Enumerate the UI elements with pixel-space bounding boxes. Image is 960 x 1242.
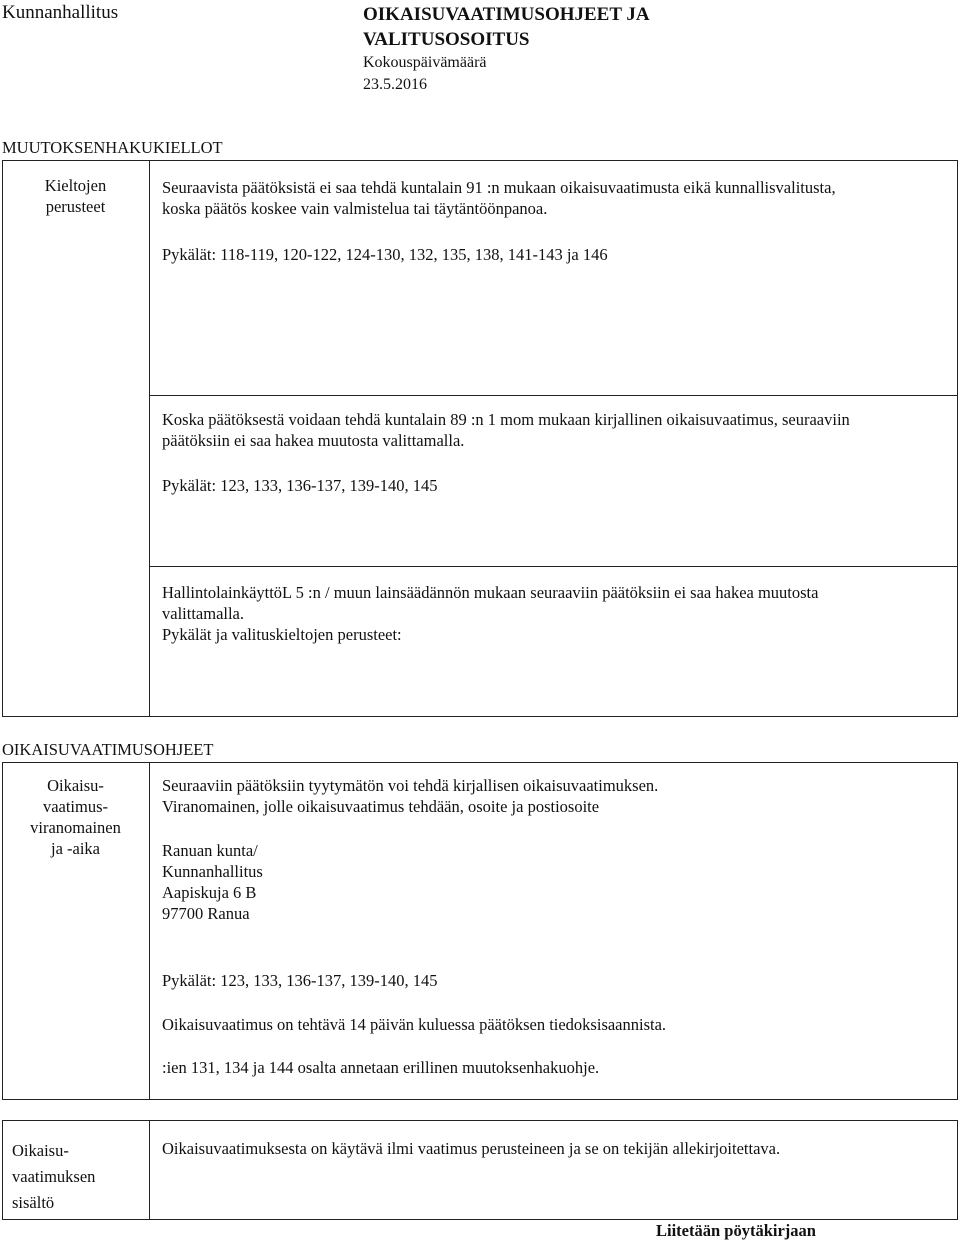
- prohibitions-column-divider: [149, 160, 150, 717]
- prohibition-block-rectification-line-1: Koska päätöksestä voidaan tehdä kuntalain 89 :n 1 mom mukaan kirjallinen oikaisuvaatimus, seuraaviin: [162, 410, 850, 429]
- authority-address-line-3: Aapiskuja 6 B: [162, 883, 257, 902]
- prohibitions-label-line-2: perusteet: [45, 197, 106, 216]
- document-title: [363, 2, 650, 52]
- contents-column-divider: [149, 1120, 150, 1220]
- authority-address-line-4: 97700 Ranua: [162, 904, 250, 923]
- prohibition-block-administrative-line-2: valittamalla.: [162, 604, 245, 623]
- document-title-line-2: VALITUSOSOITUS: [363, 29, 530, 50]
- rectification-intro-line-2: Viranomainen, jolle oikaisuvaatimus tehdään, osoite ja postiosoite: [162, 797, 600, 816]
- prohibition-block-administrative-line-1: HallintolainkäyttöL 5 :n / muun lainsäädännön mukaan seuraaviin päätöksiin ei saa hakea muutosta: [162, 583, 819, 602]
- organization-name: Kunnanhallitus: [2, 2, 119, 23]
- meeting-date-label: Kokouspäivämäärä: [363, 54, 487, 71]
- rectification-intro: [162, 775, 658, 817]
- contents-label-line-1: Oikaisu-: [12, 1141, 69, 1160]
- rectification-label-line-2: vaatimus-: [42, 797, 109, 816]
- rectification-label: [4, 775, 147, 859]
- authority-address-line-1: Ranuan kunta/: [162, 841, 258, 860]
- rectification-label-line-3: viranomainen: [30, 818, 121, 837]
- rectification-deadline: Oikaisuvaatimus on tehtävä 14 päivän kuluessa päätöksen tiedoksisaannista.: [162, 1015, 667, 1034]
- contents-label: [12, 1138, 95, 1216]
- prohibition-block-rectification-line-2: päätöksiin ei saa hakea muutosta valittamalla.: [162, 431, 465, 450]
- prohibition-block-administrative-sections: Pykälät ja valituskieltojen perusteet:: [162, 625, 402, 644]
- prohibition-block-preparation: [162, 177, 836, 219]
- meeting-date-value: 23.5.2016: [363, 76, 427, 93]
- contents-label-line-3: sisältö: [12, 1193, 55, 1212]
- appendix-note: Liitetään pöytäkirjaan: [656, 1221, 816, 1240]
- rectification-intro-line-1: Seuraaviin päätöksiin tyytymätön voi tehdä kirjallisen oikaisuvaatimuksen.: [162, 776, 659, 795]
- contents-table: [2, 1120, 958, 1220]
- section-heading-oikaisuvaatimusohjeet: OIKAISUVAATIMUSOHJEET: [2, 740, 214, 759]
- authority-address-line-2: Kunnanhallitus: [162, 862, 263, 881]
- rectification-label-line-4: ja -aika: [50, 839, 100, 858]
- prohibitions-row-divider-1: [149, 395, 958, 396]
- separate-appeal-note: :ien 131, 134 ja 144 osalta annetaan erillinen muutoksenhakuohje.: [162, 1058, 600, 1077]
- rectification-label-line-1: Oikaisu-: [47, 776, 104, 795]
- authority-address: [162, 840, 263, 924]
- prohibitions-row-divider-2: [149, 566, 958, 567]
- prohibition-block-preparation-sections: Pykälät: 118-119, 120-122, 124-130, 132, 135, 138, 141-143 ja 146: [162, 245, 608, 264]
- prohibition-block-administrative: [162, 582, 818, 645]
- prohibition-block-preparation-line-2: koska päätös koskee vain valmistelua tai täytäntöönpanoa.: [162, 199, 548, 218]
- rectification-sections: Pykälät: 123, 133, 136-137, 139-140, 145: [162, 971, 438, 990]
- prohibition-block-rectification-sections: Pykälät: 123, 133, 136-137, 139-140, 145: [162, 476, 438, 495]
- meeting-date: [363, 52, 487, 96]
- section-heading-muutoksenhakukiellot: MUUTOKSENHAKUKIELLOT: [2, 138, 223, 157]
- prohibitions-label-line-1: Kieltojen: [44, 176, 107, 195]
- document-title-line-1: OIKAISUVAATIMUSOHJEET JA: [363, 4, 650, 25]
- contents-label-line-2: vaatimuksen: [12, 1167, 96, 1186]
- rectification-column-divider: [149, 762, 150, 1100]
- contents-text: Oikaisuvaatimuksesta on käytävä ilmi vaatimus perusteineen ja se on tekijän allekirjoitettava.: [162, 1139, 781, 1158]
- prohibitions-label: [4, 175, 147, 217]
- prohibition-block-rectification: [162, 409, 850, 451]
- prohibition-block-preparation-line-1: Seuraavista päätöksistä ei saa tehdä kuntalain 91 :n mukaan oikaisuvaatimusta eikä kunnallisvalitusta,: [162, 178, 836, 197]
